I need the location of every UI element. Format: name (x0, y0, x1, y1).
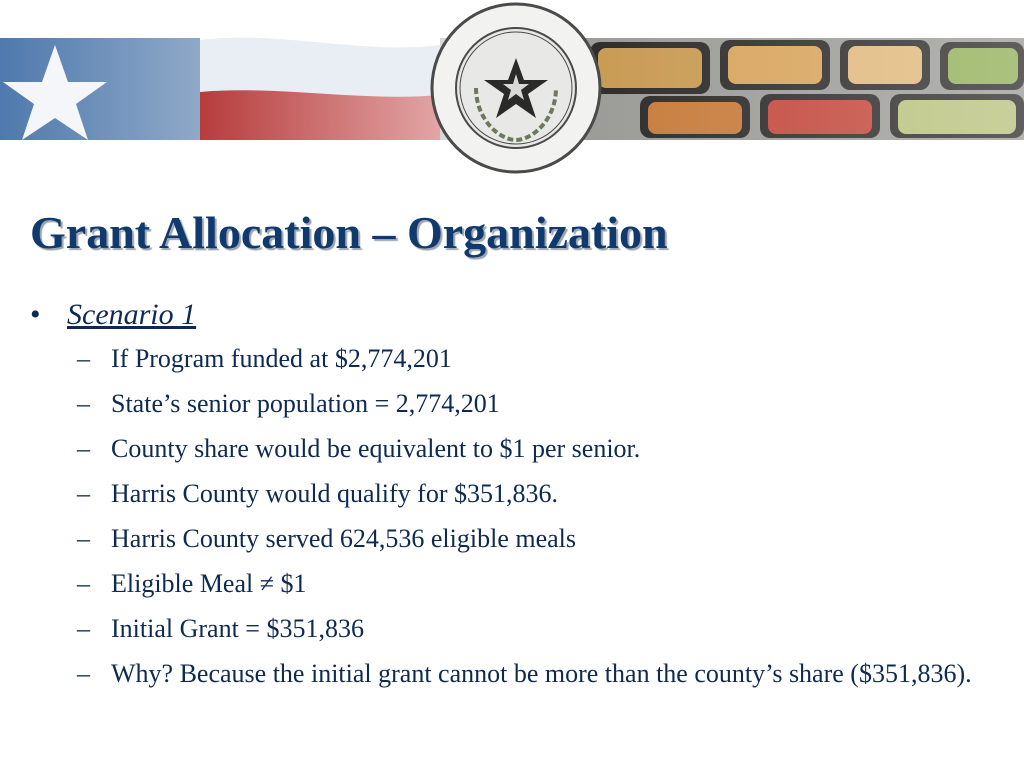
scenario-heading: Scenario 1 (67, 298, 197, 331)
dash-icon: – (77, 569, 90, 598)
dash-icon: – (77, 344, 90, 373)
list-item (30, 655, 990, 692)
header-banner (0, 0, 1024, 175)
list-item-text: Eligible Meal ≠ $1 (111, 569, 307, 598)
bullet-dot-icon: • (30, 298, 41, 331)
dash-icon: – (77, 659, 90, 688)
list-item-text: Harris County would qualify for $351,836. (111, 479, 559, 508)
texas-agriculture-seal (432, 4, 600, 172)
list-item (30, 565, 990, 602)
bullet-list (30, 296, 990, 700)
dash-icon: – (77, 614, 90, 643)
list-item-text: If Program funded at $2,774,201 (111, 344, 452, 373)
list-item-text: Initial Grant = $351,836 (111, 614, 364, 643)
list-item (30, 610, 990, 647)
list-item-text: Harris County served 624,536 eligible meals (111, 524, 577, 553)
dash-icon: – (77, 389, 90, 418)
list-item-text: County share would be equivalent to $1 per senior. (111, 434, 641, 463)
dash-icon: – (77, 434, 90, 463)
scenario-bullet (30, 296, 990, 340)
dash-icon: – (77, 479, 90, 508)
list-item (30, 430, 990, 467)
list-item (30, 385, 990, 422)
list-item (30, 340, 990, 377)
food-trays-graphic (560, 38, 1024, 140)
list-item (30, 520, 990, 557)
texas-flag-graphic (0, 38, 440, 140)
list-item (30, 475, 990, 512)
dash-icon: – (77, 524, 90, 553)
list-item-text: Why? Because the initial grant cannot be more than the county’s share ($351,836). (111, 659, 972, 688)
slide-title: Grant Allocation – Organization (30, 207, 668, 258)
list-item-text: State’s senior population = 2,774,201 (111, 389, 500, 418)
